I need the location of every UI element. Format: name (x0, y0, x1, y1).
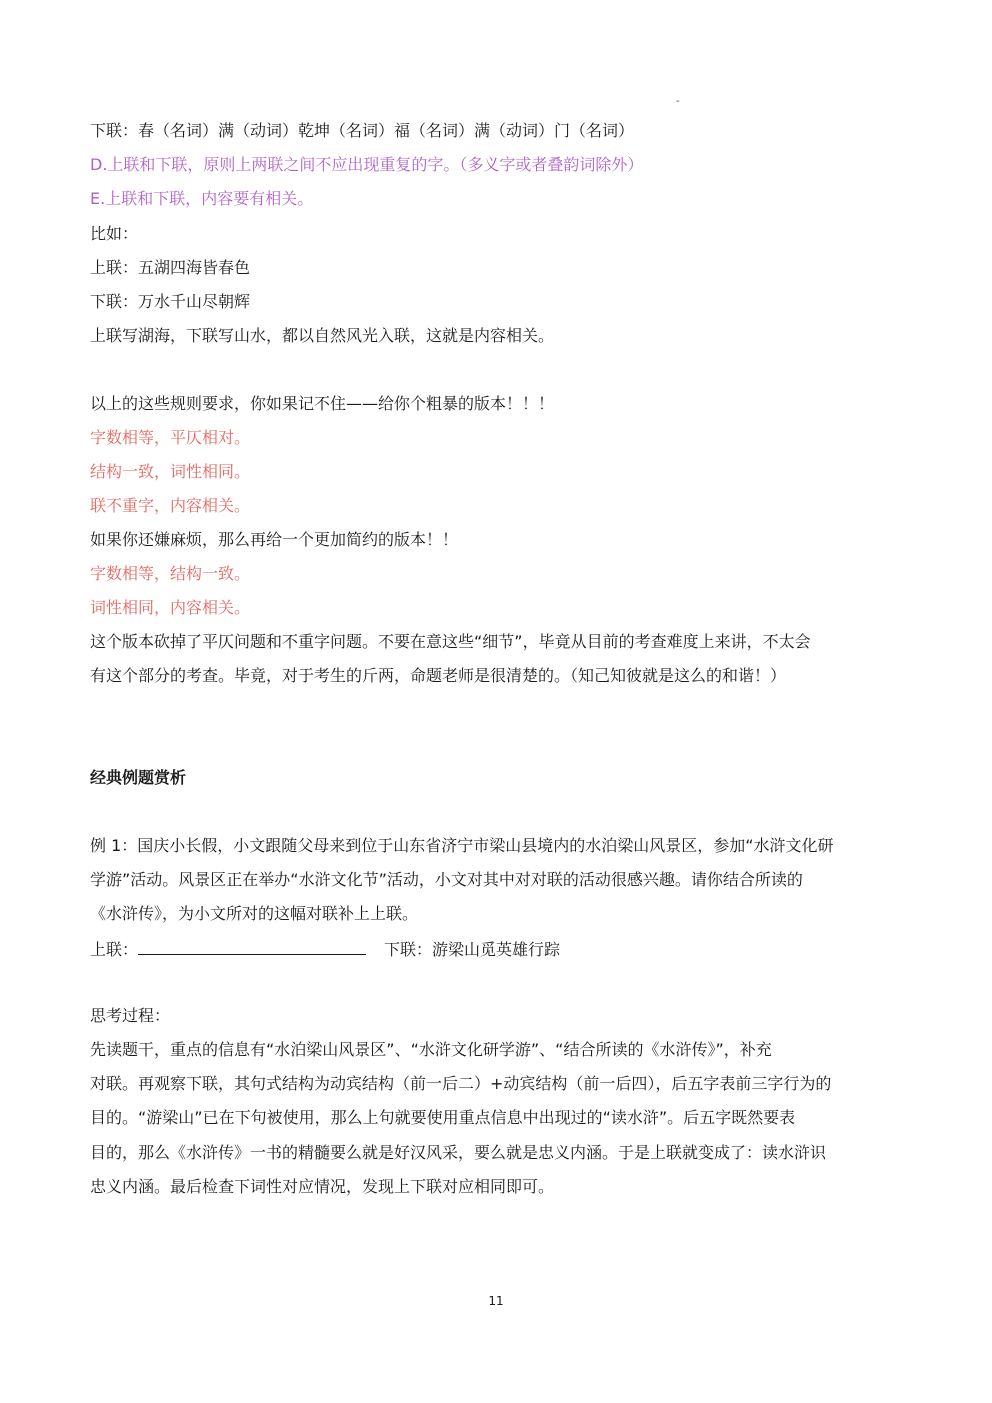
page-number: 11 (488, 1294, 504, 1308)
question-line-1: 例 1：国庆小长假，小文跟随父母来到位于山东省济宁市梁山县境内的水泊梁山风景区，参加“水浒文化研 (90, 836, 834, 855)
rule-d: D.上联和下联，原则上两联之间不应出现重复的字。（多义字或者叠韵词除外） (90, 155, 644, 174)
summary-note-line-2: 有这个部分的考查。毕竟，对于考生的斤两，命题老师是很清楚的。（知己知彼就是这么的和谐！） (90, 666, 787, 685)
question-line-3: 《水浒传》，为小文所对的这幅对联补上上联。 (90, 904, 419, 923)
thinking-line-1: 先读题干，重点的信息有“水泊梁山风景区”、“水浒文化研学游”、“结合所读的《水浒传》”，补充 (90, 1040, 772, 1059)
rule-e: E.上联和下联，内容要有相关。 (90, 189, 314, 208)
question-line-2: 学游”活动。风景区正在举办“水浒文化节”活动，小文对其中对对联的活动很感兴趣。请你结合所读的 (90, 870, 803, 889)
example-upper: 上联：五湖四海皆春色 (90, 258, 251, 277)
simple-intro: 如果你还嫌麻烦，那么再给一个更加简约的版本！！ (90, 530, 459, 549)
couplet-answer-line (90, 938, 560, 960)
thinking-line-3: 目的。“游梁山”已在下句被使用，那么上句就要使用重点信息中出现过的“读水浒”。后五字既然要表 (90, 1108, 796, 1127)
example-lower: 下联：万水千山尽朝辉 (90, 292, 251, 311)
thinking-line-5: 忠义内涵。最后检查下词性对应情况，发现上下联对应相同即可。 (90, 1177, 555, 1196)
thinking-line-4: 目的，那么《水浒传》一书的精髓要么就是好汉风采，要么就是忠义内涵。于是上联就变成了：读水浒识 (90, 1143, 827, 1162)
example-intro: 比如： (90, 224, 139, 243)
simple-rule-2: 词性相同，内容相关。 (90, 598, 251, 617)
example-note: 上联写湖海，下联写山水，都以自然风光入联，这就是内容相关。 (90, 326, 555, 345)
rule-line-lower-example: 下联：春（名词）满（动词）乾坤（名词）福（名词）满（动词）门（名词） (90, 121, 635, 140)
lower-couplet-text: 下联：游梁山觅英雄行踪 (384, 940, 561, 959)
summary-note-line-1: 这个版本砍掉了平仄问题和不重字问题。不要在意这些“细节”，毕竟从目前的考查难度上来讲，不太会 (90, 632, 811, 651)
simple-rule-1: 字数相等，结构一致。 (90, 564, 251, 583)
rough-rule-1: 字数相等，平仄相对。 (90, 428, 251, 447)
header-mark: - (676, 96, 680, 107)
summary-intro: 以上的这些规则要求，你如果记不住——给你个粗暴的版本！！！ (90, 394, 555, 413)
thinking-line-2: 对联。再观察下联，其句式结构为动宾结构（前一后二）+动宾结构（前一后四），后五字表前三字行为的 (90, 1074, 832, 1093)
rough-rule-2: 结构一致，词性相同。 (90, 462, 251, 481)
upper-couplet-label: 上联： (90, 940, 139, 959)
section-heading: 经典例题赏析 (90, 768, 187, 787)
rough-rule-3: 联不重字，内容相关。 (90, 496, 251, 515)
upper-couplet-blank (138, 938, 366, 955)
thinking-label: 思考过程： (90, 1006, 171, 1025)
